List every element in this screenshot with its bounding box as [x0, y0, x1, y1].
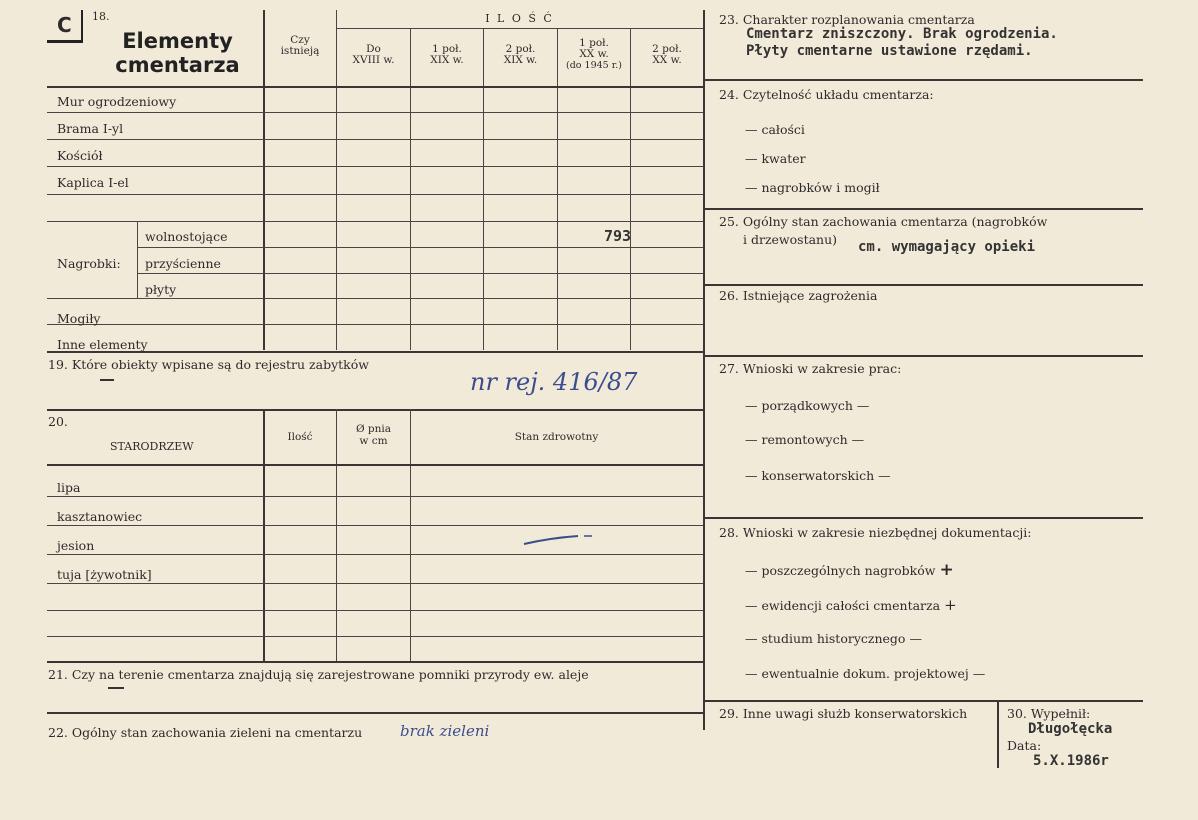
q19-dash-mark: [100, 379, 114, 381]
row-line-4: [47, 194, 703, 195]
col-divider-2: [410, 28, 411, 350]
tree-handwritten-dash: [520, 530, 600, 550]
period-header-2-line2: XIX w.: [430, 54, 464, 66]
tree-pnia-header-2: w cm: [359, 435, 388, 447]
row-line-2: [47, 139, 703, 140]
tree-header-bottom: [47, 464, 703, 466]
period-header-4-line3: (do 1945 r.): [566, 60, 622, 71]
section-title-line2: cmentarza: [115, 53, 240, 77]
row-label-wolnostojace: wolnostojące: [145, 229, 228, 244]
q19-handwritten-register: nr rej. 416/87: [470, 368, 638, 396]
q29-label: 29. Inne uwagi służb konserwatorskich: [719, 706, 968, 721]
row-label-przyscienne: przyścienne: [145, 256, 221, 271]
section-29-30-divider: [997, 700, 999, 768]
left-col-divider-main: [263, 10, 265, 350]
tree-col-divider-main: [263, 409, 265, 661]
q28-item-projektowej-mark: —: [972, 666, 986, 681]
tree-row-line-1: [47, 496, 703, 497]
section-number: 18.: [92, 10, 110, 23]
q27-label: 27. Wnioski w zakresie prac:: [719, 361, 902, 376]
q23-typed-line1: Cmentarz zniszczony. Brak ogrodzenia.: [746, 26, 1058, 42]
tree-stan-header: Stan zdrowotny: [514, 431, 599, 443]
section-letter: C: [57, 13, 72, 37]
row-label-inne: Inne elementy: [57, 337, 148, 352]
q22-label: 22. Ogólny stan zachowania zieleni na cmentarzu: [48, 725, 363, 740]
tree-pnia-header-1: Ø pnia: [355, 423, 392, 435]
q30-date-value: 5.X.1986r: [1033, 753, 1109, 769]
row-line-8: [47, 298, 703, 299]
q28-item-nagrobkow-mark: +: [939, 560, 954, 580]
row-label-mur: Mur ogrodzeniowy: [57, 94, 177, 109]
q28-label: 28. Wnioski w zakresie niezbędnej dokumentacji:: [719, 525, 1032, 540]
q21-label: 21. Czy na terenie cmentarza znajdują się zarejestrowane pomniki przyrody ew. aleje: [48, 667, 589, 682]
period-header-3-line2: XIX w.: [503, 54, 538, 66]
section-26-bottom: [703, 355, 1143, 357]
row-label-plyty: płyty: [145, 282, 177, 297]
row-label-kaplica: Kaplica I-el: [57, 175, 129, 190]
q30-filled-by-name: Długołęcka: [1028, 721, 1113, 737]
q25-label-line1: 25. Ogólny stan zachowania cmentarza (nagrobków: [719, 214, 1048, 229]
period-header-3-line1: 2 poł.: [505, 43, 536, 55]
col-divider-3: [483, 28, 484, 350]
q24-label: 24. Czytelność układu cmentarza:: [719, 87, 934, 102]
q23-typed-line2: Płyty cmentarne ustawione rzędami.: [746, 43, 1033, 59]
row-label-nagrobki: Nagrobki:: [57, 256, 121, 271]
q28-item-studium-text: — studium historycznego: [745, 631, 906, 646]
q24-item-calosci: — całości: [745, 122, 805, 137]
ilosc-header: I L O Ś Ć: [485, 12, 554, 25]
section-24-bottom: [703, 208, 1143, 210]
tree-row-label-3: jesion: [57, 538, 95, 553]
section-28-bottom: [703, 700, 1143, 702]
tree-row-line-2: [47, 525, 703, 526]
q23-label: 23. Charakter rozplanowania cmentarza: [719, 12, 975, 27]
tree-row-line-6: [47, 636, 703, 637]
period-header-4-line2: XX w.: [579, 48, 609, 60]
row-line-9: [47, 324, 703, 325]
q30-label: 30. Wypełnił:: [1007, 706, 1091, 721]
row-line-5: [47, 221, 703, 222]
q28-item-projektowej-text: — ewentualnie dokum. projektowej: [745, 666, 969, 681]
q25-label-line2: i drzewostanu): [743, 232, 838, 247]
tree-row-label-2: kasztanowiec: [57, 509, 143, 524]
q19-label: 19. Które obiekty wpisane są do rejestru zabytków: [48, 357, 369, 372]
tree-row-label-4: tuja [żywotnik]: [57, 567, 152, 582]
section-title-line1: Elementy: [122, 29, 233, 53]
tree-row-line-5: [47, 610, 703, 611]
tree-row-line-4: [47, 583, 703, 584]
row-line-3: [47, 166, 703, 167]
section-23-bottom: [703, 79, 1143, 81]
section-19-bottom: [47, 409, 703, 411]
section-divider-vertical: [703, 10, 705, 730]
q28-item-ewidencji-mark: +: [944, 596, 957, 614]
section-c-box: [47, 10, 83, 43]
q26-label: 26. Istniejące zagrożenia: [719, 288, 878, 303]
czy-istnieja-header-2: istnieją: [280, 45, 320, 57]
q28-item-ewidencji: [745, 598, 957, 613]
tree-ilosc-header: Ilość: [287, 431, 313, 443]
section-21-bottom: [47, 712, 703, 714]
q30-date-label: Data:: [1007, 738, 1042, 753]
period-header-1-line2: XVIII w.: [352, 54, 395, 66]
q22-handwritten: brak zieleni: [400, 722, 490, 740]
row-label-brama: Brama I-yl: [57, 121, 124, 136]
col-divider-4: [557, 28, 558, 350]
starodrzew-header: STARODRZEW: [110, 440, 194, 453]
row-line-7: [137, 273, 703, 274]
period-header-5-line1: 2 poł.: [652, 43, 682, 55]
col-divider-5: [630, 28, 631, 350]
q27-item-porzadkowych: — porządkowych —: [745, 398, 870, 413]
ilosc-underline: [336, 28, 703, 29]
section-20-bottom: [47, 661, 703, 663]
q28-item-nagrobkow-text: — poszczególnych nagrobków: [745, 563, 936, 578]
q28-item-projektowej: [745, 668, 985, 681]
q28-item-studium: [745, 633, 922, 646]
wolnostojace-count-value: 793: [604, 227, 632, 245]
q28-item-ewidencji-text: — ewidencji całości cmentarza: [745, 598, 941, 613]
section-27-bottom: [703, 517, 1143, 519]
q27-item-remontowych: — remontowych —: [745, 432, 865, 447]
q21-dash-mark: [108, 687, 124, 689]
row-label-kosciol: Kościół: [57, 148, 103, 163]
period-header-5-line2: XX w.: [652, 54, 682, 66]
q20-number: 20.: [48, 414, 68, 429]
q27-item-konserwatorskich: — konserwatorskich —: [745, 468, 891, 483]
row-line-6: [137, 247, 703, 248]
row-label-mogily: Mogiły: [57, 311, 101, 326]
q24-item-kwater: — kwater: [745, 151, 806, 166]
q28-item-studium-mark: —: [909, 631, 922, 646]
q24-item-nagrobkow: — nagrobków i mogił: [745, 180, 880, 195]
tree-row-label-1: lipa: [57, 480, 81, 495]
period-header-2-line1: 1 poł.: [432, 43, 462, 55]
row-line-1: [47, 112, 703, 113]
tree-col-divider-2: [410, 409, 411, 661]
tree-row-line-3: [47, 554, 703, 555]
section-25-bottom: [703, 284, 1143, 286]
q25-typed: cm. wymagający opieki: [858, 239, 1036, 255]
period-header-1-line1: Do: [366, 43, 381, 55]
header-bottom-line: [47, 86, 703, 88]
czy-istnieja-header-1: Czy: [290, 34, 310, 46]
nagrobki-sub-divider: [137, 222, 138, 298]
q28-item-nagrobkow: [745, 562, 954, 579]
period-header-4-line1: 1 poł.: [579, 37, 609, 49]
